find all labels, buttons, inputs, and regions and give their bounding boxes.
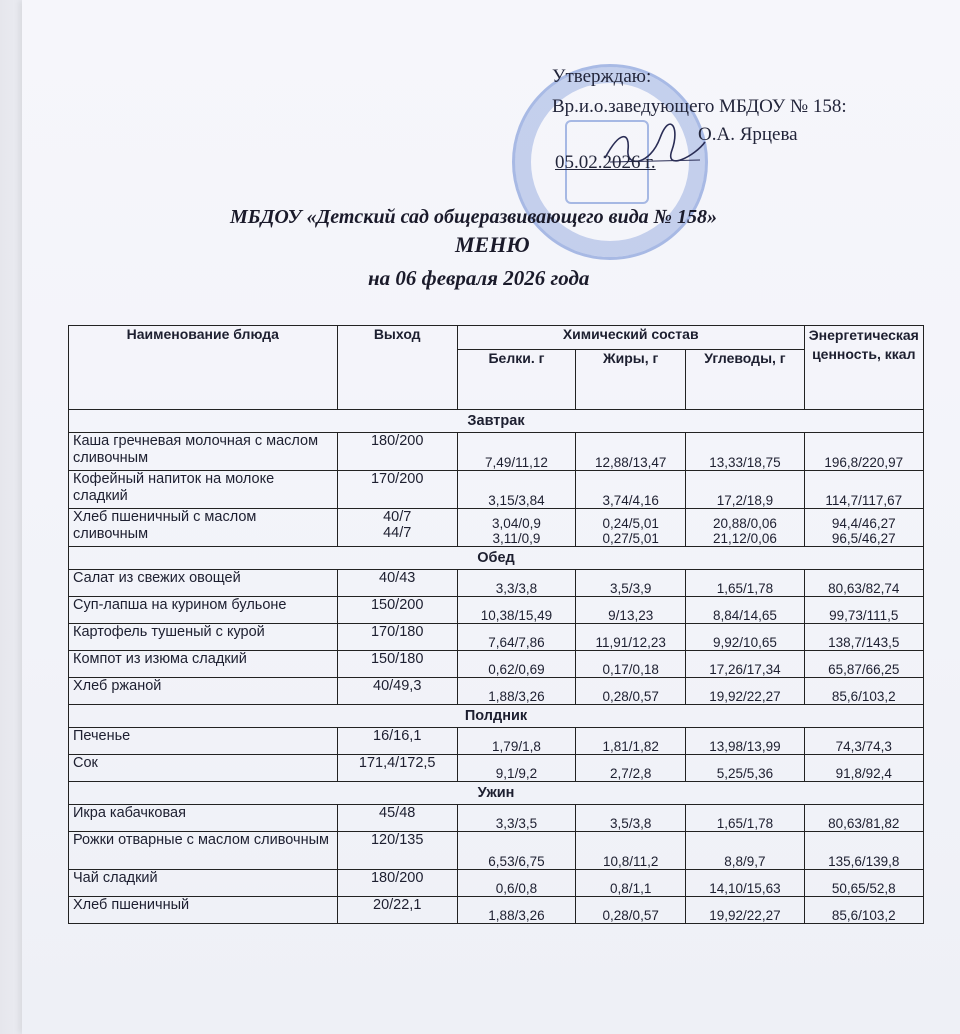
dish-name: Хлеб ржаной bbox=[69, 678, 338, 705]
header-energy: Энергетическая ценность, ккал bbox=[804, 326, 923, 410]
dish-name: Хлеб пшеничный bbox=[69, 897, 338, 924]
page-subtitle: на 06 февраля 2026 года bbox=[368, 266, 590, 290]
protein-value: 6,53/6,75 bbox=[457, 832, 575, 870]
header-name: Наименование блюда bbox=[69, 326, 338, 410]
protein-value: 10,38/15,49 bbox=[457, 597, 575, 624]
dish-output: 150/200 bbox=[337, 597, 457, 624]
approval-position: Вр.и.о.заведующего МБДОУ № 158: bbox=[552, 96, 847, 117]
dish-name: Суп-лапша на курином бульоне bbox=[69, 597, 338, 624]
header-output: Выход bbox=[337, 326, 457, 410]
section-row bbox=[69, 705, 924, 728]
energy-value: 91,8/92,4 bbox=[804, 755, 923, 782]
dish-name: Картофель тушеный с курой bbox=[69, 624, 338, 651]
dish-name: Салат из свежих овощей bbox=[69, 570, 338, 597]
menu-table bbox=[68, 325, 924, 924]
menu-body bbox=[69, 410, 924, 924]
page-title: МЕНЮ bbox=[455, 232, 530, 257]
dish-output: 45/48 bbox=[337, 805, 457, 832]
table-row bbox=[69, 805, 924, 832]
table-row bbox=[69, 651, 924, 678]
protein-value: 9,1/9,2 bbox=[457, 755, 575, 782]
section-title: Завтрак bbox=[69, 410, 924, 433]
section-title: Обед bbox=[69, 547, 924, 570]
section-title: Ужин bbox=[69, 782, 924, 805]
protein-value: 3,04/0,9 3,11/0,9 bbox=[457, 509, 575, 547]
approval-heading: Утверждаю: bbox=[552, 66, 652, 87]
dish-output: 171,4/172,5 bbox=[337, 755, 457, 782]
dish-output: 16/16,1 bbox=[337, 728, 457, 755]
protein-value: 1,79/1,8 bbox=[457, 728, 575, 755]
carbs-value: 9,92/10,65 bbox=[686, 624, 804, 651]
carbs-value: 17,2/18,9 bbox=[686, 471, 804, 509]
dish-output: 120/135 bbox=[337, 832, 457, 870]
dish-name: Чай сладкий bbox=[69, 870, 338, 897]
protein-value: 0,62/0,69 bbox=[457, 651, 575, 678]
table-row bbox=[69, 870, 924, 897]
table-row bbox=[69, 433, 924, 471]
section-row bbox=[69, 782, 924, 805]
dish-output: 40/49,3 bbox=[337, 678, 457, 705]
table-row bbox=[69, 570, 924, 597]
fat-value: 0,8/1,1 bbox=[576, 870, 686, 897]
carbs-value: 13,98/13,99 bbox=[686, 728, 804, 755]
carbs-value: 19,92/22,27 bbox=[686, 897, 804, 924]
carbs-value: 14,10/15,63 bbox=[686, 870, 804, 897]
carbs-value: 8,84/14,65 bbox=[686, 597, 804, 624]
dish-output: 20/22,1 bbox=[337, 897, 457, 924]
energy-value: 114,7/117,67 bbox=[804, 471, 923, 509]
energy-value: 138,7/143,5 bbox=[804, 624, 923, 651]
table-row bbox=[69, 755, 924, 782]
energy-value: 50,65/52,8 bbox=[804, 870, 923, 897]
table-row bbox=[69, 509, 924, 547]
carbs-value: 5,25/5,36 bbox=[686, 755, 804, 782]
dish-output: 170/180 bbox=[337, 624, 457, 651]
fat-value: 0,24/5,01 0,27/5,01 bbox=[576, 509, 686, 547]
dish-output: 40/7 44/7 bbox=[337, 509, 457, 547]
carbs-value: 8,8/9,7 bbox=[686, 832, 804, 870]
fat-value: 10,8/11,2 bbox=[576, 832, 686, 870]
fat-value: 3,74/4,16 bbox=[576, 471, 686, 509]
fat-value: 0,28/0,57 bbox=[576, 897, 686, 924]
fat-value: 0,28/0,57 bbox=[576, 678, 686, 705]
carbs-value: 1,65/1,78 bbox=[686, 805, 804, 832]
energy-value: 85,6/103,2 bbox=[804, 897, 923, 924]
carbs-value: 1,65/1,78 bbox=[686, 570, 804, 597]
table-row bbox=[69, 897, 924, 924]
dish-name: Сок bbox=[69, 755, 338, 782]
dish-output: 170/200 bbox=[337, 471, 457, 509]
carbs-value: 20,88/0,06 21,12/0,06 bbox=[686, 509, 804, 547]
dish-name: Каша гречневая молочная с маслом сливочным bbox=[69, 433, 338, 471]
energy-value: 135,6/139,8 bbox=[804, 832, 923, 870]
section-row bbox=[69, 547, 924, 570]
energy-value: 65,87/66,25 bbox=[804, 651, 923, 678]
section-row bbox=[69, 410, 924, 433]
protein-value: 3,3/3,5 bbox=[457, 805, 575, 832]
table-row bbox=[69, 678, 924, 705]
table-row bbox=[69, 624, 924, 651]
dish-name: Кофейный напиток на молоке сладкий bbox=[69, 471, 338, 509]
energy-value: 80,63/81,82 bbox=[804, 805, 923, 832]
fat-value: 0,17/0,18 bbox=[576, 651, 686, 678]
fat-value: 1,81/1,82 bbox=[576, 728, 686, 755]
dish-name: Печенье bbox=[69, 728, 338, 755]
table-row bbox=[69, 832, 924, 870]
table-row bbox=[69, 728, 924, 755]
protein-value: 3,3/3,8 bbox=[457, 570, 575, 597]
energy-value: 196,8/220,97 bbox=[804, 433, 923, 471]
fat-value: 11,91/12,23 bbox=[576, 624, 686, 651]
carbs-value: 19,92/22,27 bbox=[686, 678, 804, 705]
dish-name: Рожки отварные с маслом сливочным bbox=[69, 832, 338, 870]
carbs-value: 13,33/18,75 bbox=[686, 433, 804, 471]
header-fat: Жиры, г bbox=[576, 350, 686, 410]
energy-value: 85,6/103,2 bbox=[804, 678, 923, 705]
protein-value: 3,15/3,84 bbox=[457, 471, 575, 509]
header-carbs: Углеводы, г bbox=[686, 350, 804, 410]
fat-value: 3,5/3,9 bbox=[576, 570, 686, 597]
fat-value: 9/13,23 bbox=[576, 597, 686, 624]
dish-output: 180/200 bbox=[337, 433, 457, 471]
dish-output: 40/43 bbox=[337, 570, 457, 597]
section-title: Полдник bbox=[69, 705, 924, 728]
energy-value: 99,73/111,5 bbox=[804, 597, 923, 624]
dish-output: 150/180 bbox=[337, 651, 457, 678]
table-row bbox=[69, 597, 924, 624]
dish-output: 180/200 bbox=[337, 870, 457, 897]
protein-value: 0,6/0,8 bbox=[457, 870, 575, 897]
energy-value: 80,63/82,74 bbox=[804, 570, 923, 597]
protein-value: 7,64/7,86 bbox=[457, 624, 575, 651]
header-protein: Белки. г bbox=[457, 350, 575, 410]
header-chem: Химический состав bbox=[457, 326, 804, 350]
approval-signer: О.А. Ярцева bbox=[698, 124, 798, 145]
fat-value: 3,5/3,8 bbox=[576, 805, 686, 832]
protein-value: 1,88/3,26 bbox=[457, 897, 575, 924]
energy-value: 94,4/46,27 96,5/46,27 bbox=[804, 509, 923, 547]
protein-value: 1,88/3,26 bbox=[457, 678, 575, 705]
approval-date: 05.02.2026 г. bbox=[555, 152, 656, 173]
fat-value: 12,88/13,47 bbox=[576, 433, 686, 471]
carbs-value: 17,26/17,34 bbox=[686, 651, 804, 678]
dish-name: Компот из изюма сладкий bbox=[69, 651, 338, 678]
energy-value: 74,3/74,3 bbox=[804, 728, 923, 755]
dish-name: Хлеб пшеничный с маслом сливочным bbox=[69, 509, 338, 547]
org-name: МБДОУ «Детский сад общеразвивающего вида № 158» bbox=[230, 206, 717, 228]
dish-name: Икра кабачковая bbox=[69, 805, 338, 832]
fat-value: 2,7/2,8 bbox=[576, 755, 686, 782]
table-row bbox=[69, 471, 924, 509]
protein-value: 7,49/11,12 bbox=[457, 433, 575, 471]
